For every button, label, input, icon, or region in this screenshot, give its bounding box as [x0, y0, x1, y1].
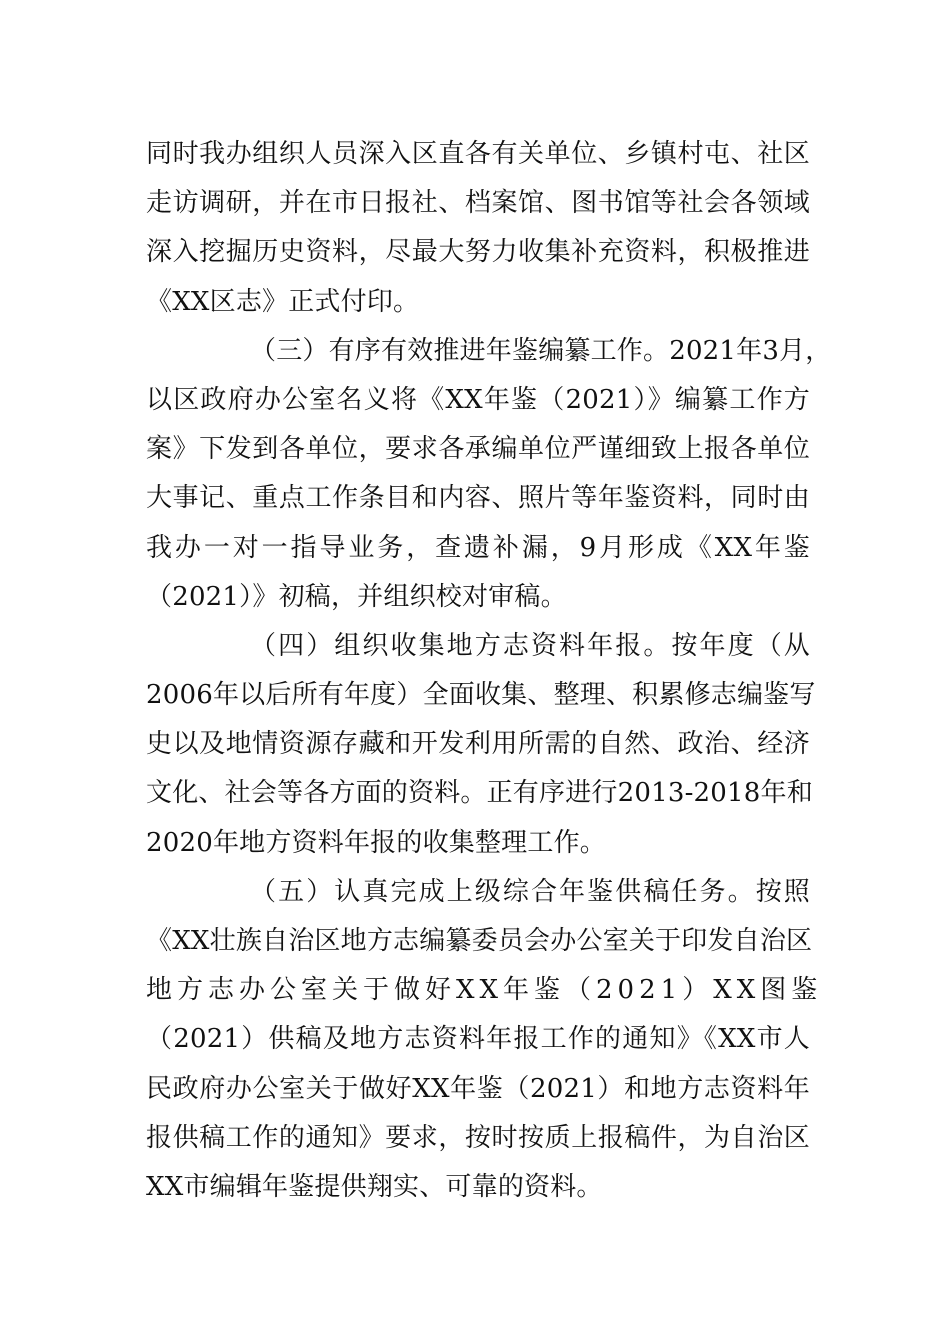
- text-line: （2021）供稿及地方志资料年报工作的通知》《XX市人: [146, 1024, 810, 1055]
- text-line: 大事记、重点工作条目和内容、照片等年鉴资料，同时由: [146, 483, 810, 514]
- text-line: 文化、社会等各方面的资料。正有序进行2013-2018年和: [146, 778, 813, 809]
- text-line: 2020年地方资料年报的收集整理工作。: [146, 827, 606, 858]
- text-line: XX市编辑年鉴提供翔实、可靠的资料。: [146, 1171, 603, 1202]
- text-line: 地方志办公室关于做好XX年鉴（2021）XX图鉴: [146, 975, 823, 1006]
- text-line: 报供稿工作的通知》要求，按时按质上报稿件，为自治区: [146, 1122, 810, 1153]
- text-line: 以区政府办公室名义将《XX年鉴（2021）》编纂工作方: [146, 384, 810, 415]
- text-line: 同时我办组织人员深入区直各有关单位、乡镇村屯、社区: [146, 139, 810, 169]
- text-line: （三）有序有效推进年鉴编纂工作。2021年3月，: [250, 335, 832, 366]
- text-line: 2006年以后所有年度）全面收集、整理、积累修志编鉴写: [146, 680, 816, 711]
- text-line: 史以及地情资源存藏和开发利用所需的自然、政治、经济: [146, 729, 810, 760]
- text-line: 《XX区志》正式付印。: [146, 286, 420, 317]
- text-line: （2021）》初稿，并组织校对审稿。: [146, 581, 567, 612]
- paragraph-yearbook-compilation: [146, 327, 832, 622]
- text-line: （五）认真完成上级综合年鉴供稿任务。按照: [250, 876, 810, 907]
- text-line: 深入挖掘历史资料，尽最大努力收集补充资料，积极推进: [146, 237, 810, 268]
- text-line: 我办一对一指导业务，查遗补漏，9月形成《XX年鉴: [146, 532, 810, 563]
- text-line: （四）组织收集地方志资料年报。按年度（从: [250, 630, 810, 661]
- text-line: 案》下发到各单位，要求各承编单位严谨细致上报各单位: [146, 434, 810, 465]
- text-line: 民政府办公室关于做好XX年鉴（2021）和地方志资料年: [146, 1073, 810, 1104]
- paragraph-annual-report: [146, 622, 816, 868]
- text-line: 走访调研，并在市日报社、档案馆、图书馆等社会各领域: [146, 188, 810, 219]
- paragraph-continuation: [146, 130, 810, 327]
- document-body: [146, 130, 832, 1212]
- text-line: 《XX壮族自治区地方志编纂委员会办公室关于印发自治区: [146, 926, 813, 956]
- paragraph-manuscript-submission: [146, 868, 823, 1212]
